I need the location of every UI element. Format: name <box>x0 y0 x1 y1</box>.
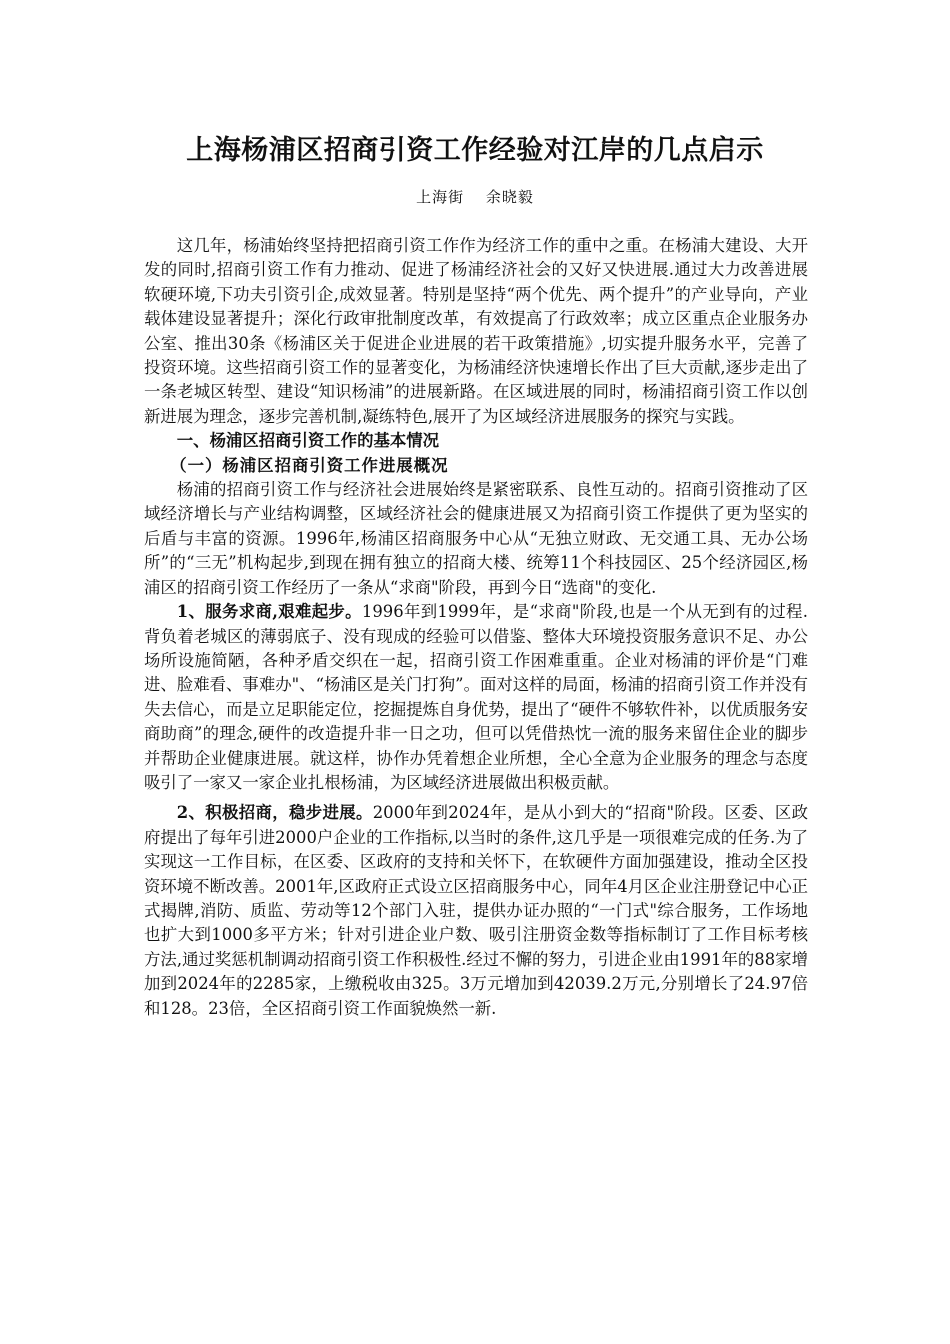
author-line: 上海街 余晓毅 <box>416 188 534 206</box>
paragraph-intro: 这几年，杨浦始终坚持把招商引资工作作为经济工作的重中之重。在杨浦大建设、大开发的同时,招商引资工作有力推动、促进了杨浦经济社会的又好又快进展.通过大力改善进展软硬环境,下功夫引资引企,成效显著。特别是坚持“两个优先、两个提升”的产业导向，产业载体建设显著提升；深化行政审批制度改革，有效提高了行政效率；成立区重点企业服务办公室、推出30条《杨浦区关于促进企业进展的若干政策措施》,切实提升服务水平，完善了投资环境。这些招商引资工作的显著变化，为杨浦经济快速增长作出了巨大贡献,逐步走出了一条老城区转型、建设“知识杨浦”的进展新路。在区域进展的同时，杨浦招商引资工作以创新进展为理念，逐步完善机制,凝练特色,展开了为区域经济进展服务的探究与实践。 <box>144 236 808 426</box>
subsection-heading: （一）杨浦区招商引资工作进展概况 <box>170 455 449 475</box>
paragraph-stage-1 <box>144 600 808 795</box>
section-heading: 一、杨浦区招商引资工作的基本情况 <box>176 431 440 451</box>
stage-2-text: 2000年到2024年，是从小到大的“招商"阶段。区委、区政府提出了每年引进2000户企业的工作指标,以当时的条件,这几乎是一项很难完成的任务.为了实现这一工作目标，在区委、区政府的支持和关怀下，在软硬件方面加强建设，推动全区投资环境不断改善。2001年,区政府正式设立区招商服务中心，同年4月区企业注册登记中心正式揭牌,消防、质监、劳动等12个部门入驻，提供办证办照的“一门式"综合服务，工作场地也扩大到1000多平方米；针对引进企业户数、吸引注册资金数等指标制订了工作目标考核方法,通过奖惩机制调动招商引资工作积极性.经过不懈的努力，引进企业由1991年的88家增加到2024年的2285家，上缴税收由325。3万元增加到42039.2万元,分别增长了24.97倍和128。23倍，全区招商引资工作面貌焕然一新. <box>144 803 809 1018</box>
stage-2-lead: 2、积极招商，稳步进展。 <box>176 803 373 823</box>
paragraph-stage-2 <box>144 801 808 1021</box>
stage-1-text: 1996年到1999年，是“求商"阶段,也是一个从无到有的过程.背负着老城区的薄弱底子、没有现成的经验可以借鉴、整体大环境投资服务意识不足、办公场所设施简陋，各种矛盾交织在一起，招商引资工作困难重重。企业对杨浦的评价是“门难进、脸难看、事难办"、“杨浦区是关门打狗”。面对这样的局面，杨浦的招商引资工作并没有失去信心，而是立足职能定位，挖掘提炼自身优势，提出了“硬件不够软件补，以优质服务安商助商”的理念,硬件的改造提升非一日之功，但可以凭借热忱一流的服务来留住企业的脚步并帮助企业健康进展。就这样，协作办凭着想企业所想，全心全意为企业服务的理念与态度吸引了一家又一家企业扎根杨浦，为区域经济进展做出积极贡献。 <box>144 602 809 792</box>
paragraph-overview: 杨浦的招商引资工作与经济社会进展始终是紧密联系、良性互动的。招商引资推动了区域经济增长与产业结构调整，区域经济社会的健康进展又为招商引资工作提供了更为坚实的后盾与丰富的资源。1996年,杨浦区招商服务中心从“无独立财政、无交通工具、无办公场所”的“三无”机构起步,到现在拥有独立的招商大楼、统筹11个科技园区、25个经济园区,杨浦区的招商引资工作经历了一条从“求商"阶段，再到今日“选商"的变化. <box>144 480 808 597</box>
stage-1-lead: 1、服务求商,艰难起步。 <box>176 602 362 622</box>
document-body <box>144 234 808 1021</box>
document-title: 上海杨浦区招商引资工作经验对江岸的几点启示 <box>186 135 764 166</box>
